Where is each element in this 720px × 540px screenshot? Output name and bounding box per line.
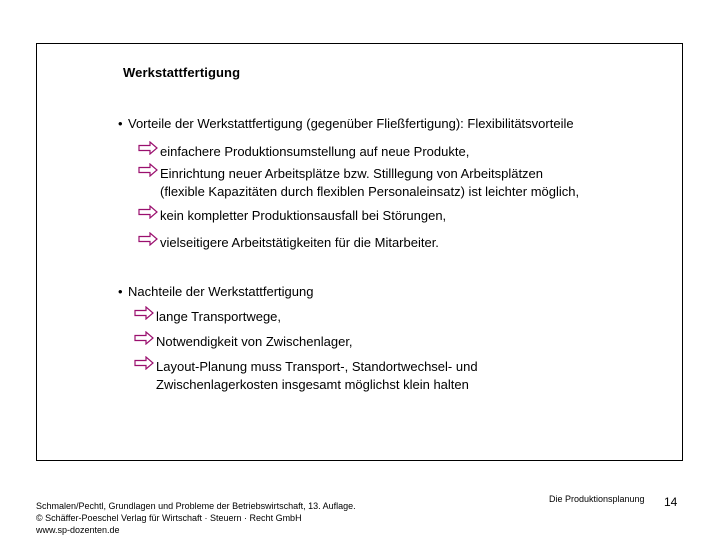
bullet-marker: •: [118, 116, 123, 131]
disadvantage-item-text: Layout-Planung muss Transport-, Standortwechsel- und Zwischenlagerkosten insgesamt möglichst klein halten: [156, 359, 478, 392]
right-arrow-icon: [138, 205, 158, 219]
advantage-item: [138, 165, 579, 201]
slide-frame: [36, 43, 683, 461]
advantage-item-text: Einrichtung neuer Arbeitsplätze bzw. Stilllegung von Arbeitsplätzen (flexible Kapazitäten durch flexiblen Personaleinsatz) ist leichter möglich,: [160, 166, 580, 199]
right-arrow-icon: [134, 356, 154, 370]
disadvantage-item-text: lange Transportwege,: [156, 309, 282, 324]
advantages-heading: Vorteile der Werkstattfertigung (gegenüber Fließfertigung): Flexibilitätsvorteile: [128, 116, 574, 131]
copyright-line: © Schäffer-Poeschel Verlag für Wirtschaft · Steuern · Recht GmbH: [36, 513, 302, 523]
right-arrow-icon: [138, 141, 158, 155]
slide-title: Werkstattfertigung: [123, 65, 241, 80]
footer-citation: [36, 500, 356, 536]
disadvantage-item: [134, 333, 353, 351]
right-arrow-icon: [134, 306, 154, 320]
right-arrow-icon: [138, 232, 158, 246]
disadvantage-item: [134, 358, 478, 394]
citation-line: Schmalen/Pechtl, Grundlagen und Probleme der Betriebswirtschaft, 13. Auflage.: [36, 501, 356, 511]
advantage-item-text: vielseitigere Arbeitstätigkeiten für die Mitarbeiter.: [160, 235, 439, 250]
disadvantages-heading: Nachteile der Werkstattfertigung: [128, 284, 314, 299]
advantage-item: [138, 234, 439, 252]
advantage-item-text: einfachere Produktionsumstellung auf neue Produkte,: [160, 144, 470, 159]
advantages-heading-row: [118, 116, 574, 131]
website-line: www.sp-dozenten.de: [36, 525, 120, 535]
right-arrow-icon: [134, 331, 154, 345]
advantage-item: [138, 207, 446, 225]
advantage-item-text: kein kompletter Produktionsausfall bei Störungen,: [160, 208, 447, 223]
right-arrow-icon: [138, 163, 158, 177]
chapter-label: Die Produktionsplanung: [549, 494, 645, 504]
disadvantage-item: [134, 308, 281, 326]
page-number: 14: [664, 495, 678, 509]
advantage-item: [138, 143, 469, 161]
bullet-marker: •: [118, 284, 123, 299]
disadvantage-item-text: Notwendigkeit von Zwischenlager,: [156, 334, 353, 349]
disadvantages-heading-row: [118, 284, 313, 299]
